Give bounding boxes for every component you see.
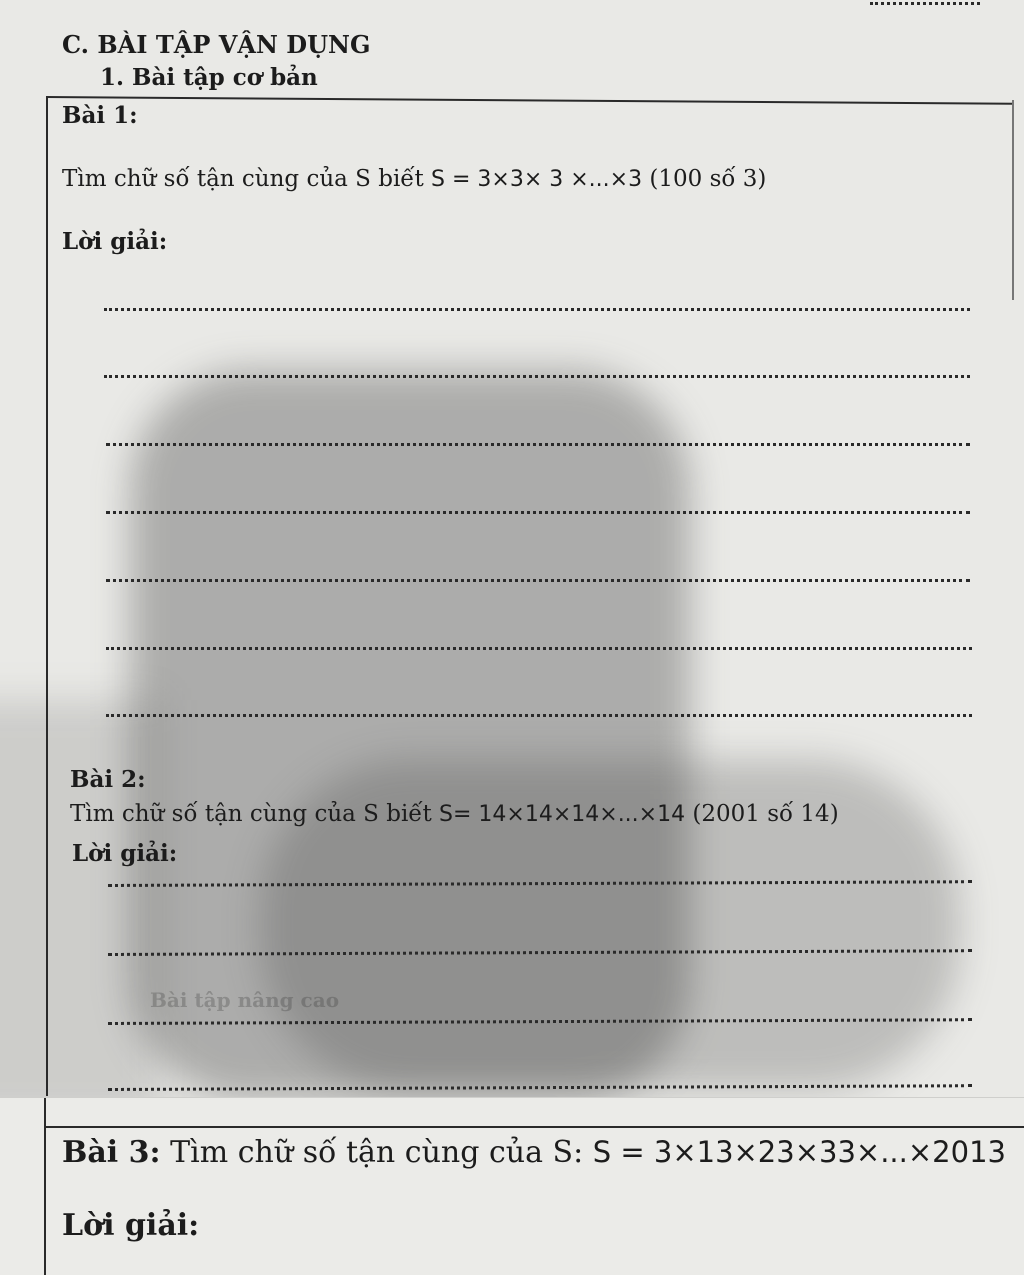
exercise-1-formula: S = 3×3× 3 ×...×3 <box>431 167 643 192</box>
answer-line <box>106 511 970 514</box>
box-left-border <box>46 96 48 1096</box>
answer-line <box>106 443 970 446</box>
exercise-3-solution-label: Lời giải: <box>62 1208 200 1243</box>
answer-line <box>108 1084 972 1091</box>
answer-line <box>104 308 970 311</box>
exercise-1-prompt <box>62 166 766 192</box>
lower-box-top-border <box>44 1126 1024 1128</box>
exercise-3-text: Tìm chữ số tận cùng của S: <box>160 1135 593 1170</box>
exercise-1-text: Tìm chữ số tận cùng của S biết <box>62 166 432 192</box>
lower-box-left-border <box>44 1098 46 1275</box>
section-heading: C. BÀI TẬP VẬN DỤNG <box>62 30 371 59</box>
section-subheading: 1. Bài tập cơ bản <box>100 64 318 91</box>
lower-photo-strip <box>0 1097 1024 1275</box>
answer-line <box>108 949 972 956</box>
faded-bleed-text: Bài tập nâng cao <box>150 988 340 1012</box>
exercise-3-title: Bài 3: <box>62 1135 161 1170</box>
top-dotted-line <box>870 2 980 5</box>
answer-line <box>108 1018 972 1025</box>
exercise-1-title: Bài 1: <box>62 102 138 129</box>
answer-line <box>108 880 972 887</box>
corner-shadow <box>0 700 160 1120</box>
exercise-2-title: Bài 2: <box>70 766 146 793</box>
exercise-3-formula: S = 3×13×23×33×...×2013 <box>592 1135 1006 1169</box>
exercise-2-prompt <box>70 801 839 827</box>
exercise-2-text: Tìm chữ số tận cùng của S biết <box>70 801 440 827</box>
answer-line <box>104 375 970 378</box>
exercise-1-note: (100 số 3) <box>642 166 767 192</box>
answer-line <box>106 714 972 717</box>
exercise-3-prompt <box>62 1135 1006 1170</box>
box-top-border <box>46 96 1014 105</box>
answer-line <box>106 579 970 582</box>
exercise-2-formula: S= 14×14×14×...×14 <box>439 802 686 827</box>
answer-line <box>106 647 972 650</box>
exercise-2-solution-label: Lời giải: <box>72 840 178 867</box>
box-right-border <box>1012 100 1014 300</box>
exercise-1-solution-label: Lời giải: <box>62 228 168 255</box>
exercise-2-note: (2001 số 14) <box>685 801 839 827</box>
